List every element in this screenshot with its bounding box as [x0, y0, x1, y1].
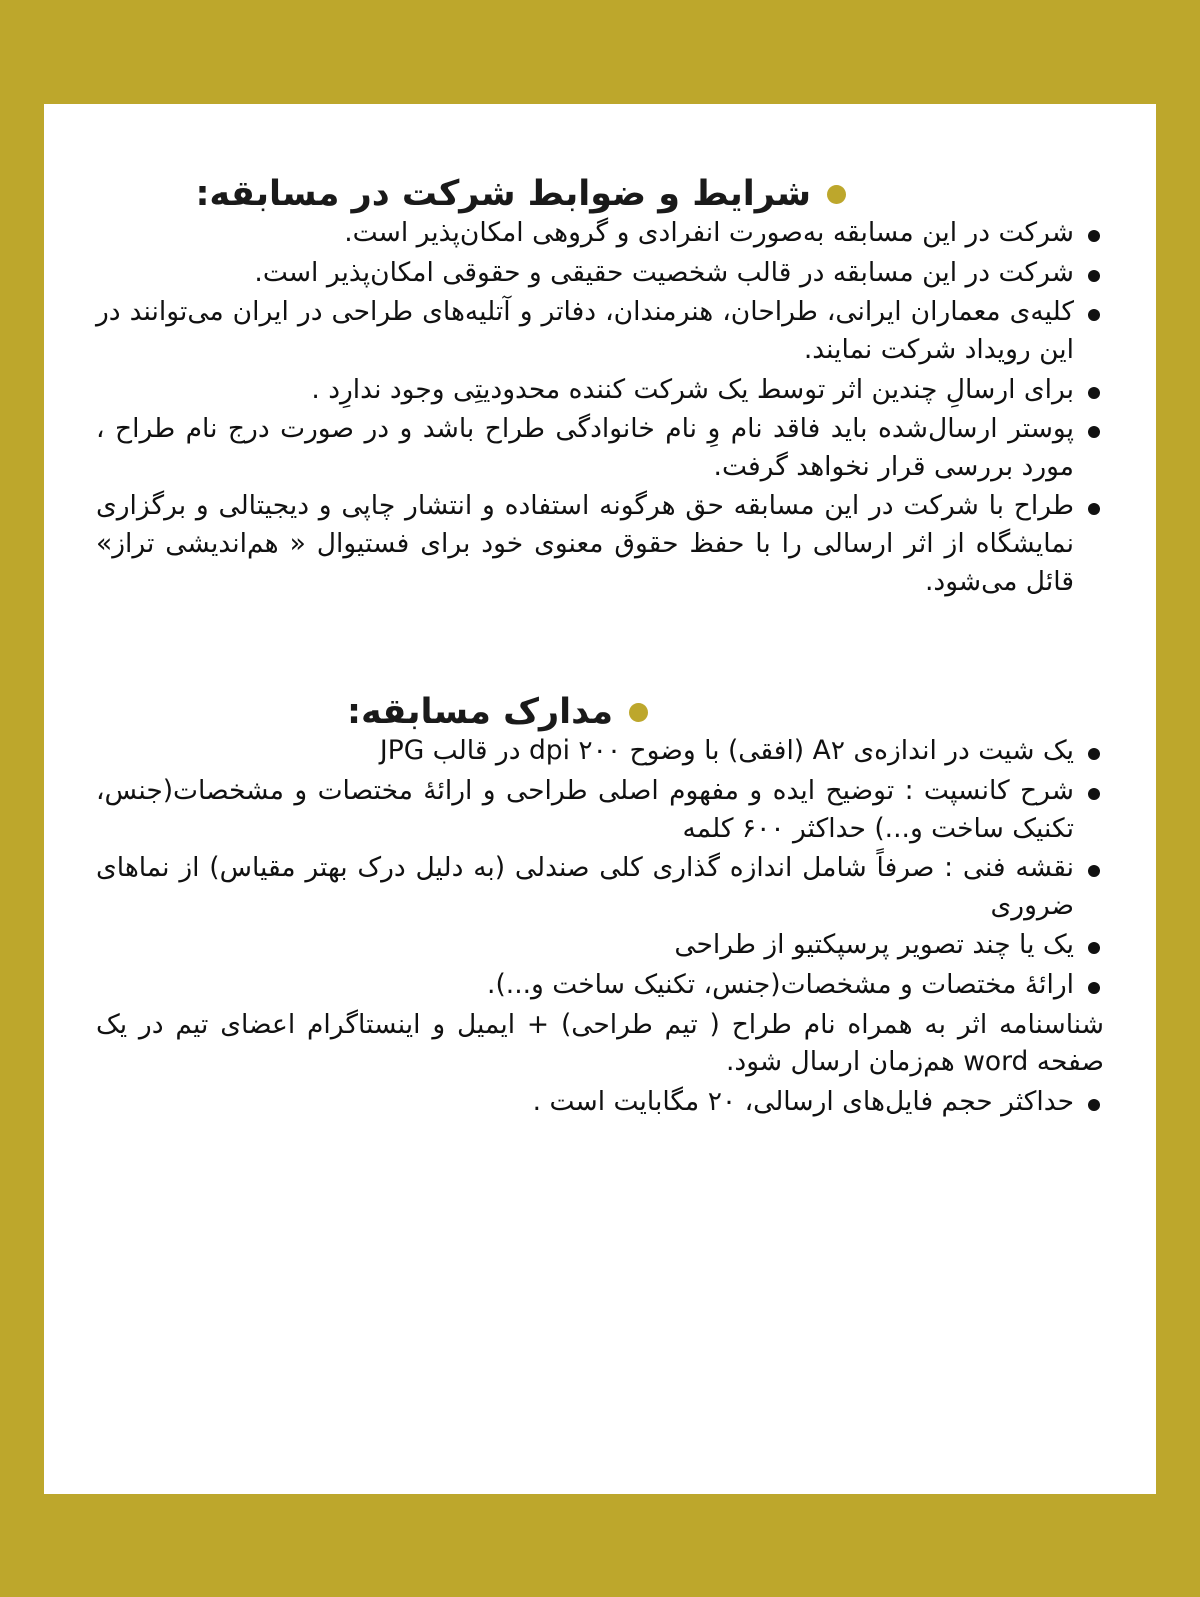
section-documents: [96, 692, 1104, 1120]
rules-heading-text: شرایط و ضوابط شرکت در مسابقه:: [195, 174, 811, 214]
heading-bullet-icon: [629, 703, 648, 722]
list-item: یک شیت در اندازه‌ی A۲ (افقی) با وضوح ۲۰۰ dpi در قالب JPG: [96, 732, 1104, 770]
section-heading-rules: [96, 174, 846, 214]
section-rules: [96, 174, 1104, 600]
list-item: شرکت در این مسابقه به‌صورت انفرادی و گروهی امکان‌پذیر است.: [96, 214, 1104, 252]
rules-heading-container: [96, 174, 1104, 214]
list-item: شرح کانسپت : توضیح ایده و مفهوم اصلی طراحی و ارائهٔ مختصات و مشخصات(جنس، تکنیک ساخت و...) حداکثر ۶۰۰ کلمه: [96, 772, 1104, 847]
list-item: طراح با شرکت در این مسابقه حق هرگونه استفاده و انتشار چاپی و دیجیتالی و برگزاری نمایشگاه از اثر ارسالی را با حفظ حقوق معنوی خود برای فستیوال « هم‌اندیشی تراز» قائل می‌شود.: [96, 487, 1104, 600]
list-item: شرکت در این مسابقه در قالب شخصیت حقیقی و حقوقی امکان‌پذیر است.: [96, 254, 1104, 292]
list-item: شناسنامه اثر به همراه نام طراح ( تیم طراحی) + ایمیل و اینستاگرام اعضای تیم در یک صفحه word هم‌زمان ارسال شود.: [96, 1008, 1104, 1078]
list-item: یک یا چند تصویر پرسپکتیو از طراحی: [96, 926, 1104, 964]
list-item: نقشه فنی : صرفاً شامل اندازه گذاری کلی صندلی (به دلیل درک بهتر مقیاس) از نماهای ضروری: [96, 849, 1104, 924]
documents-heading-text: مدارک مسابقه:: [346, 692, 613, 733]
section-heading-documents: [96, 692, 648, 732]
documents-list: [96, 732, 1104, 1120]
list-item: برای ارسالِ چندین اثر توسط یک شرکت کننده محدودیتِی وجود ندارِد .: [96, 371, 1104, 409]
heading-bullet-icon: [827, 185, 846, 204]
list-item: پوستر ارسال‌شده باید فاقد نام وِ نام خانوادگی طراح باشد و در صورت درج نام طراح ، مورد بررسی قرار نخواهد گرفت.: [96, 410, 1104, 485]
documents-heading-container: [96, 692, 1104, 732]
document-page: [44, 104, 1156, 1494]
rules-list: [96, 214, 1104, 600]
list-item: کلیه‌ی معماران ایرانی، طراحان، هنرمندان، دفاتر و آتلیه‌های طراحی در ایران می‌توانند در این رویداد شرکت نمایند.: [96, 293, 1104, 368]
list-item: حداکثر حجم فایل‌های ارسالی، ۲۰ مگابایت است .: [96, 1083, 1104, 1121]
list-item: ارائهٔ مختصات و مشخصات(جنس، تکنیک ساخت و...).: [96, 966, 1104, 1004]
